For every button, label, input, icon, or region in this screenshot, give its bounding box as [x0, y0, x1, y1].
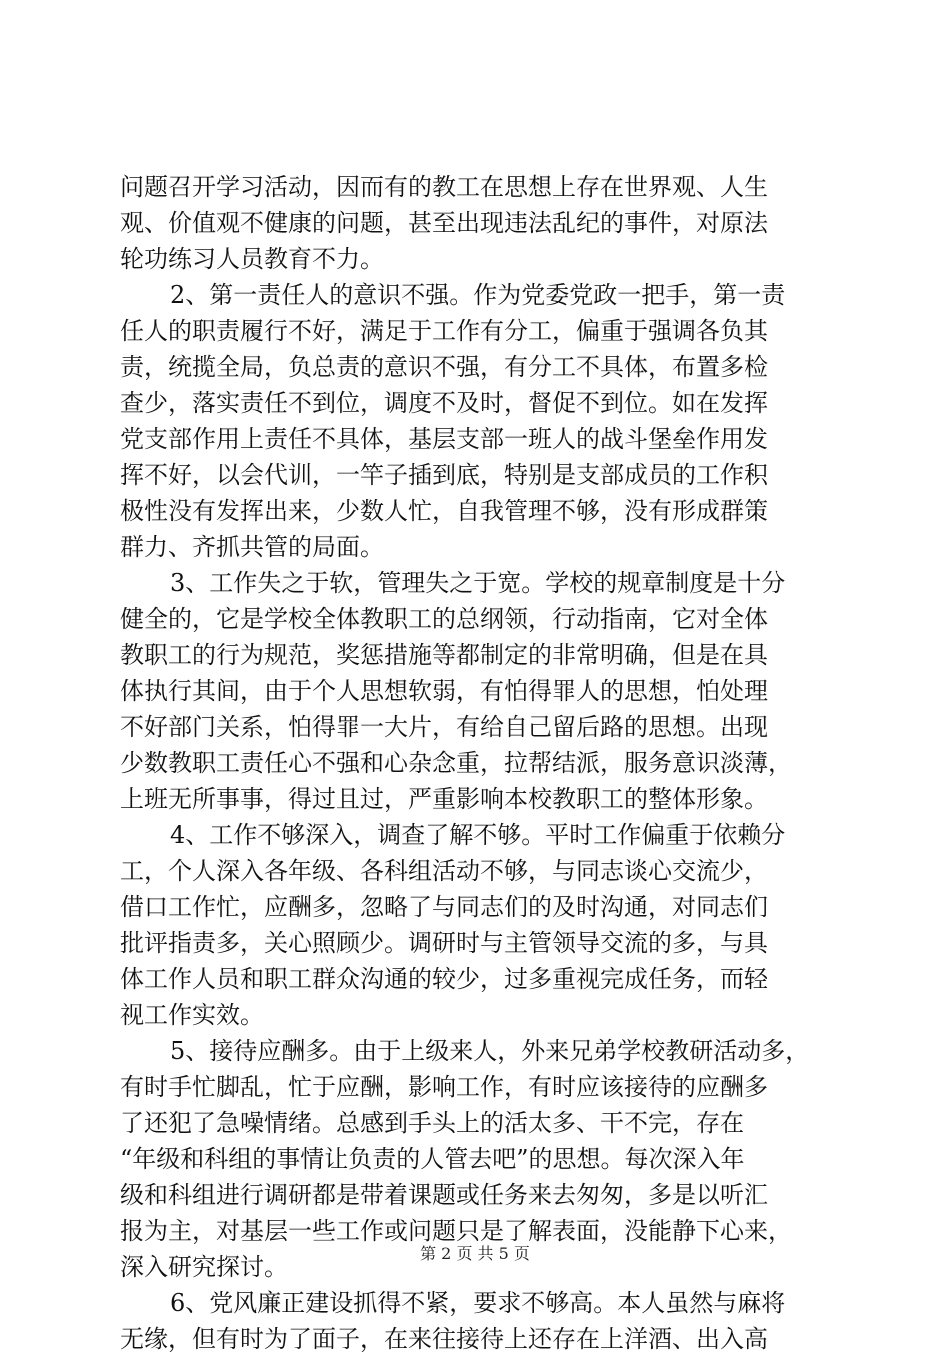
paragraph-first-line: 4、工作不够深入，调查了解不够。平时工作偏重于依赖分: [170, 821, 786, 849]
page-footer: 第 2 页 共 5 页: [420, 1244, 530, 1263]
text-line: 上班无所事事，得过且过，严重影响本校教职工的整体形象。: [120, 785, 768, 813]
text-line: 批评指责多，关心照顾少。调研时与主管领导交流的多，与具: [120, 929, 768, 957]
text-line: 体工作人员和职工群众沟通的较少，过多重视完成任务，而轻: [120, 965, 768, 993]
text-line: 群力、齐抓共管的局面。: [120, 533, 384, 561]
paragraph-first-line: 2、第一责任人的意识不强。作为党委党政一把手，第一责: [170, 281, 786, 309]
text-line: 查少，落实责任不到位，调度不及时，督促不到位。如在发挥: [120, 389, 768, 417]
text-line: 无缘，但有时为了面子，在来往接待上还存在上洋酒、出入高: [120, 1325, 768, 1353]
text-line: 挥不好，以会代训，一竿子插到底，特别是支部成员的工作积: [120, 461, 768, 489]
paragraph-first-line: 3、工作失之于软，管理失之于宽。学校的规章制度是十分: [170, 569, 786, 597]
text-line: 视工作实效。: [120, 1001, 264, 1029]
text-line: 党支部作用上责任不具体，基层支部一班人的战斗堡垒作用发: [120, 425, 768, 453]
text-line: 借口工作忙，应酬多，忽略了与同志们的及时沟通，对同志们: [120, 893, 768, 921]
text-line: 极性没有发挥出来，少数人忙，自我管理不够，没有形成群策: [120, 497, 768, 525]
text-line: 了还犯了急噪情绪。总感到手头上的活太多、干不完，存在: [120, 1109, 744, 1137]
text-line: 教职工的行为规范，奖惩措施等都制定的非常明确，但是在具: [120, 641, 768, 669]
paragraph-first-line: 6、党风廉正建设抓得不紧，要求不够高。本人虽然与麻将: [170, 1289, 786, 1317]
text-line: 深入研究探讨。: [120, 1253, 288, 1281]
text-line: 报为主，对基层一些工作或问题只是了解表面，没能静下心来，: [120, 1217, 792, 1245]
text-line: 健全的，它是学校全体教职工的总纲领，行动指南，它对全体: [120, 605, 768, 633]
text-line: 体执行其间，由于个人思想软弱，有怕得罪人的思想，怕处理: [120, 677, 768, 705]
text-line: 少数教职工责任心不强和心杂念重，拉帮结派，服务意识淡薄，: [120, 749, 792, 777]
text-line: “年级和科组的事情让负责的人管去吧”的思想。每次深入年: [120, 1145, 745, 1173]
text-line: 工，个人深入各年级、各科组活动不够，与同志谈心交流少，: [120, 857, 768, 885]
text-line: 轮功练习人员教育不力。: [120, 245, 384, 273]
text-line: 有时手忙脚乱，忙于应酬，影响工作，有时应该接待的应酬多: [120, 1073, 768, 1101]
text-line: 不好部门关系，怕得罪一大片，有给自己留后路的思想。出现: [120, 713, 768, 741]
text-line: 责，统揽全局，负总责的意识不强，有分工不具体，布置多检: [120, 353, 768, 381]
paragraph-first-line: 5、接待应酬多。由于上级来人，外来兄弟学校教研活动多，: [170, 1037, 810, 1065]
text-line: 任人的职责履行不好，满足于工作有分工，偏重于强调各负其: [120, 317, 768, 345]
text-line: 观、价值观不健康的问题，甚至出现违法乱纪的事件，对原法: [120, 209, 768, 237]
document-body: [120, 169, 830, 1357]
text-line: 级和科组进行调研都是带着课题或任务来去匆匆，多是以听汇: [120, 1181, 768, 1209]
text-line: 问题召开学习活动，因而有的教工在思想上存在世界观、人生: [120, 173, 768, 201]
